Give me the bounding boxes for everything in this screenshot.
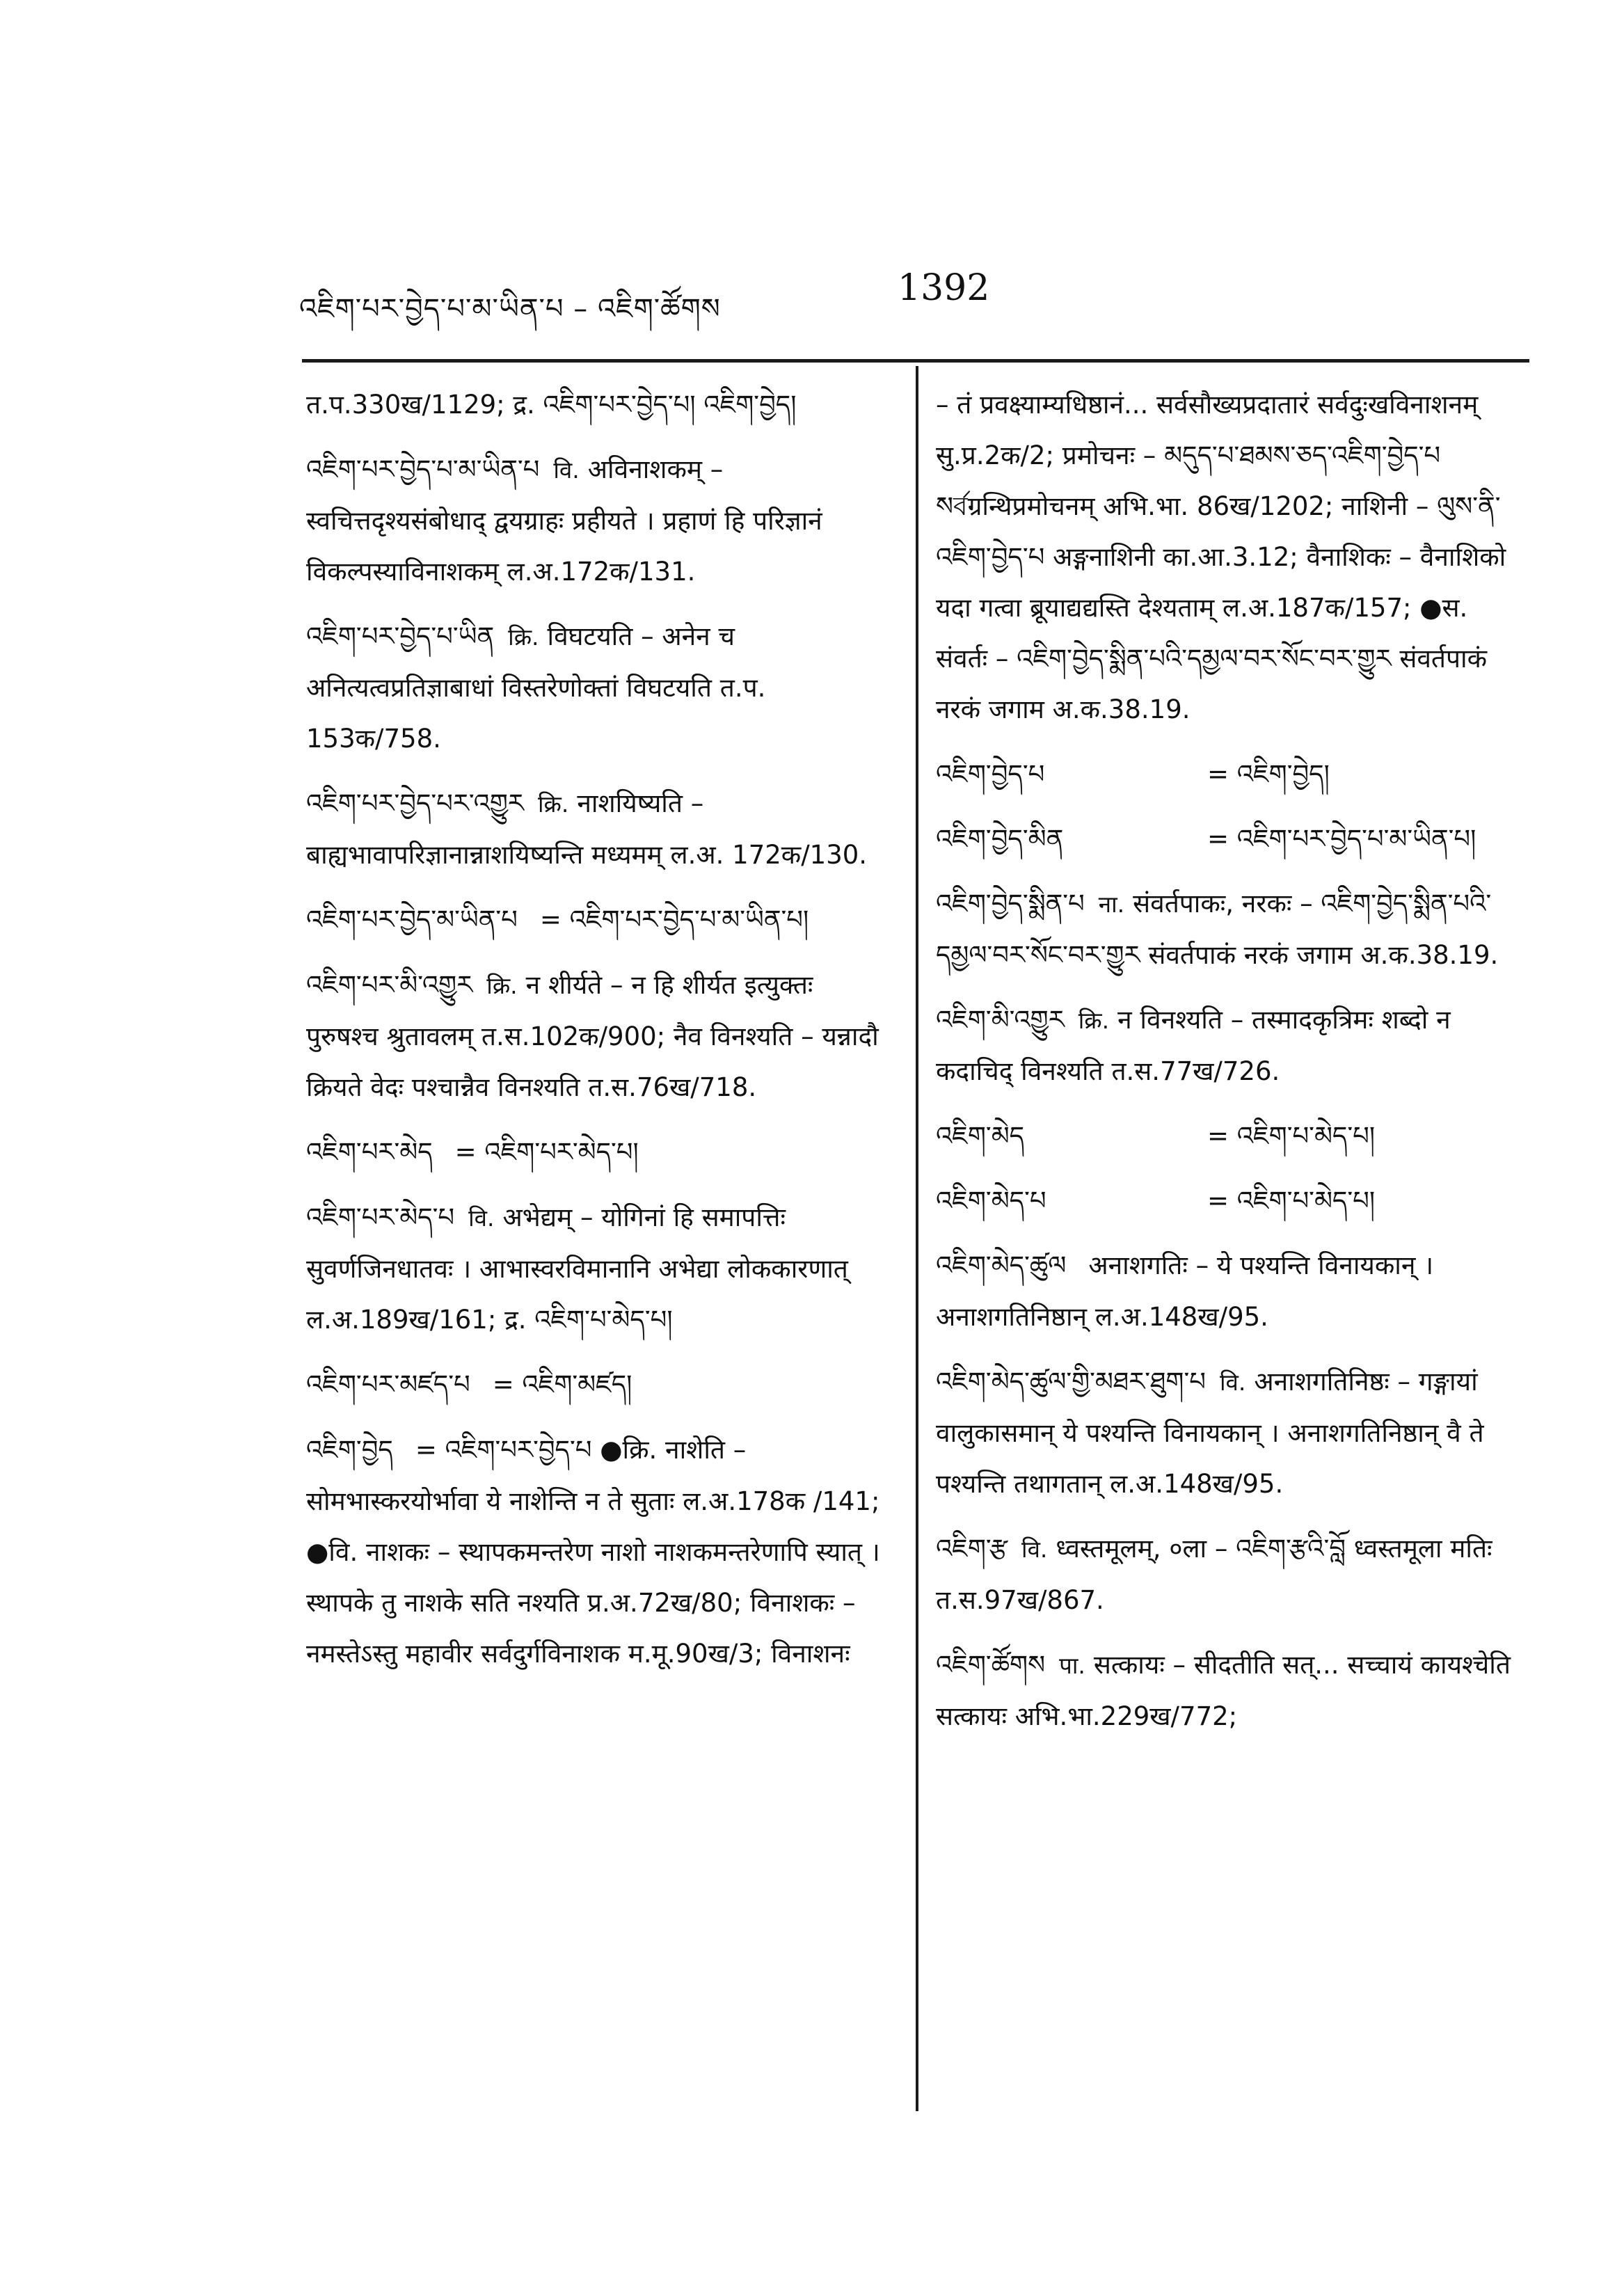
headword: འཇིག་པར་མེད — [306, 1137, 433, 1167]
entry-body: संवर्तपाकः, नरकः – འཇིག་བྱེད་སྨིན་པའི་དམྱལ་བར་སོང་བར་གྱུར संवर्तपाकं नरकं जगाम अ.क.38.19. — [936, 889, 1499, 970]
part-of-speech: वि. — [1021, 1536, 1048, 1563]
dictionary-entry — [306, 611, 891, 764]
headword: འཇིག་མེད་ཚུལ་གྱི་མཐར་ཐུག་པ — [936, 1367, 1206, 1397]
entry-body: = འཇིག་པར་མེད་པ། — [454, 1137, 639, 1167]
headword: འཇིག་ཚོགས — [936, 1650, 1046, 1680]
entry-body: विघटयति – अनेन च अनित्यत्वप्रतिज्ञाबाधां विस्तरेणोक्तां विघटयति त.प. 153क/758. — [306, 621, 766, 754]
headword: འཇིག་བྱེད་སྨིན་པ — [936, 889, 1085, 919]
dictionary-entry — [306, 1127, 891, 1178]
dictionary-entry — [306, 444, 891, 597]
right-column — [936, 379, 1524, 1756]
headword: འཇིག་བྱེད — [306, 1435, 393, 1465]
entry-body: ध्वस्तमूलम्, ०ला – འཇིག་རྩའི་བློ ध्वस्तमूला मतिः त.स.97ख/867. — [936, 1534, 1492, 1615]
cross-reference-entry — [936, 813, 1524, 864]
entry-body: अविनाशकम् – स्वचित्तदृश्यसंबोधाद् द्वयग्राहः प्रहीयते । प्रहाणं हि परिज्ञानं विकल्पस्याविनाशकम् ल.अ.172क/131. — [306, 454, 822, 587]
part-of-speech: क्रि. — [537, 790, 569, 818]
headword: འཇིག་པར་བྱེད་མ་ཡིན་པ — [306, 905, 518, 935]
entry-body: अनाशगतिनिष्ठः – गङ्गायां वालुकासमान् ये पश्यन्ति विनायकान् । अनाशगतिनिष्ठान् वै ते पश्यन्ति तथागतान् ल.अ.148ख/95. — [936, 1367, 1484, 1499]
entry-body: = འཇིག་པར་བྱེད་པ་མ་ཡིན་པ། — [539, 905, 809, 935]
dictionary-entry — [306, 1359, 891, 1410]
dictionary-entry — [936, 1523, 1524, 1625]
cross-reference-entry — [936, 1175, 1524, 1226]
cross-reference-entry — [936, 749, 1524, 800]
entry-body: अनाशगतिः – ये पश्यन्ति विनायकान् । अनाशगतिनिष्ठान् ल.अ.148ख/95. — [936, 1250, 1434, 1332]
dictionary-entry — [936, 1356, 1524, 1509]
entry-body: = འཇིག་པ་མེད་པ། — [1207, 1186, 1376, 1216]
header-divider — [302, 359, 1529, 363]
entry-body: सत्कायः – सीदतीति सत्... सच्चायं कायश्चेति सत्कायः अभि.भा.229ख/772; — [936, 1650, 1511, 1731]
entry-body: = འཇིག་པར་བྱེད་པ ●क्रि. नाशेति – सोमभास्करयोर्भावा ये नाशेन्ति न ते सुताः ल.अ.178क /141; ●वि. नाशकः – स्थापकमन्तरेण नाशो नाशकमन्तरेणापि स्यात् । स्थापके तु नाशके सति नश्यति प्र.अ.72ख/80; विनाशकः – नमस्तेऽस्तु महावीर सर्वदुर्गविनाशक म.मू.90ख/3; विनाशनः — [306, 1435, 880, 1669]
dictionary-entry — [936, 1240, 1524, 1342]
dictionary-entry — [936, 878, 1524, 980]
continuation-text: – तं प्रवक्ष्याम्यधिष्ठानं... सर्वसौख्यप्रदातारं सर्वदुःखविनाशनम् सु.प्र.2क/2; प्रमोचनः – མདུད་པ་ཐམས་ཅད་འཇིག་བྱེད་པ སর্বग्रन्थिप्रमोचनम् अभि.भा. 86ख/1202; नाशिनी – ལུས་ནི་འཇིག་བྱེད་པ अङ्गनाशिनी का.आ.3.12; वैनाशिकः – वैनाशिको यदा गत्वा ब्रूयाद्यद्यस्ति देश्यताम् ल.अ.187क/157; ●स. संवर्तः – འཇིག་བྱེད་སྨིན་པའི་དམྱལ་བར་སོང་བར་གྱུར संवर्तपाकं नरकं जगाम अ.क.38.19. — [936, 390, 1506, 724]
part-of-speech: वि. — [553, 456, 580, 484]
headword: འཇིག་པར་མེད་པ — [306, 1202, 455, 1232]
part-of-speech: क्रि. — [486, 972, 518, 999]
headword: འཇིག་བྱེད་མིན — [936, 824, 1064, 854]
continuation-text: त.प.330ख/1129; द्र. འཇིག་པར་བྱེད་པ། འཇིག་བྱེད། — [306, 390, 797, 420]
headword: འཇིག་པར་མི་འགྱུར — [306, 970, 473, 1000]
dictionary-entry — [936, 1639, 1524, 1742]
page-number: 1392 — [898, 267, 990, 309]
entry-body: न विनश्यति – तस्मादकृत्रिमः शब्दो न कदाचिद् विनश्यति त.स.77ख/726. — [936, 1005, 1451, 1086]
headword: འཇིག་མེད་པ — [936, 1186, 1046, 1216]
part-of-speech: क्रि. — [508, 623, 539, 651]
entry-body: = འཇིག་པར་བྱེད་པ་མ་ཡིན་པ། — [1207, 824, 1476, 854]
left-column — [306, 379, 891, 1693]
part-of-speech: क्रि. — [1078, 1007, 1110, 1034]
dictionary-entry — [306, 894, 891, 946]
part-of-speech: पा. — [1059, 1652, 1085, 1679]
part-of-speech: वि. — [468, 1204, 495, 1232]
headword: འཇིག་པར་མཛད་པ — [306, 1369, 470, 1399]
dictionary-entry — [306, 960, 891, 1113]
headword: འཇིག་མེད — [936, 1121, 1025, 1151]
entry-body: अभेद्यम् – योगिनां हि समापत्तिः सुवर्णजिनधातवः । आभास्वरविमानानि अभेद्या लोककारणात् ल.अ.189ख/161; द्र. འཇིག་པ་མེད་པ། — [306, 1202, 848, 1335]
running-head: འཇིག་པར་བྱེད་པ་མ་ཡིན་པ – འཇིག་ཚོགས — [299, 293, 721, 325]
dictionary-entry — [306, 1424, 891, 1679]
entry-body: न शीर्यते – न हि शीर्यत इत्युक्तः पुरुषश्च श्रुतावलम् त.स.102क/900; नैव विनश्यति – यन्नादौ क्रियते वेदः पश्चान्नैव विनश्यति त.स.76ख/718. — [306, 970, 879, 1102]
entry-body: = འཇིག་བྱེད། — [1207, 759, 1330, 789]
headword: འཇིག་པར་བྱེད་པ་ཡིན — [306, 621, 495, 651]
headword: འཇིག་རྩ — [936, 1534, 1008, 1564]
dictionary-entry — [306, 1192, 891, 1345]
headword: འཇིག་པར་བྱེད་པར་འགྱུར — [306, 788, 524, 818]
entry-body: = འཇིག་མཛད། — [492, 1369, 632, 1399]
column-divider — [916, 366, 918, 2111]
entry-body: नाशयिष्यति – बाह्यभावापरिज्ञानान्नाशयिष्यन्ति मध्यमम् ल.अ. 172क/130. — [306, 788, 868, 870]
headword: འཇིག་མི་འགྱུར — [936, 1005, 1065, 1035]
dictionary-entry — [936, 994, 1524, 1097]
headword: འཇིག་པར་བྱེད་པ་མ་ཡིན་པ — [306, 454, 540, 484]
headword: འཇིག་མེད་ཚུལ — [936, 1250, 1067, 1280]
page-header — [299, 263, 1538, 347]
cross-reference-entry — [936, 1111, 1524, 1161]
headword: འཇིག་བྱེད་པ — [936, 759, 1045, 789]
entry-body: = འཇིག་པ་མེད་པ། — [1207, 1121, 1376, 1151]
part-of-speech: वि. — [1219, 1369, 1246, 1396]
part-of-speech: ना. — [1098, 891, 1125, 918]
dictionary-entry — [306, 778, 891, 880]
